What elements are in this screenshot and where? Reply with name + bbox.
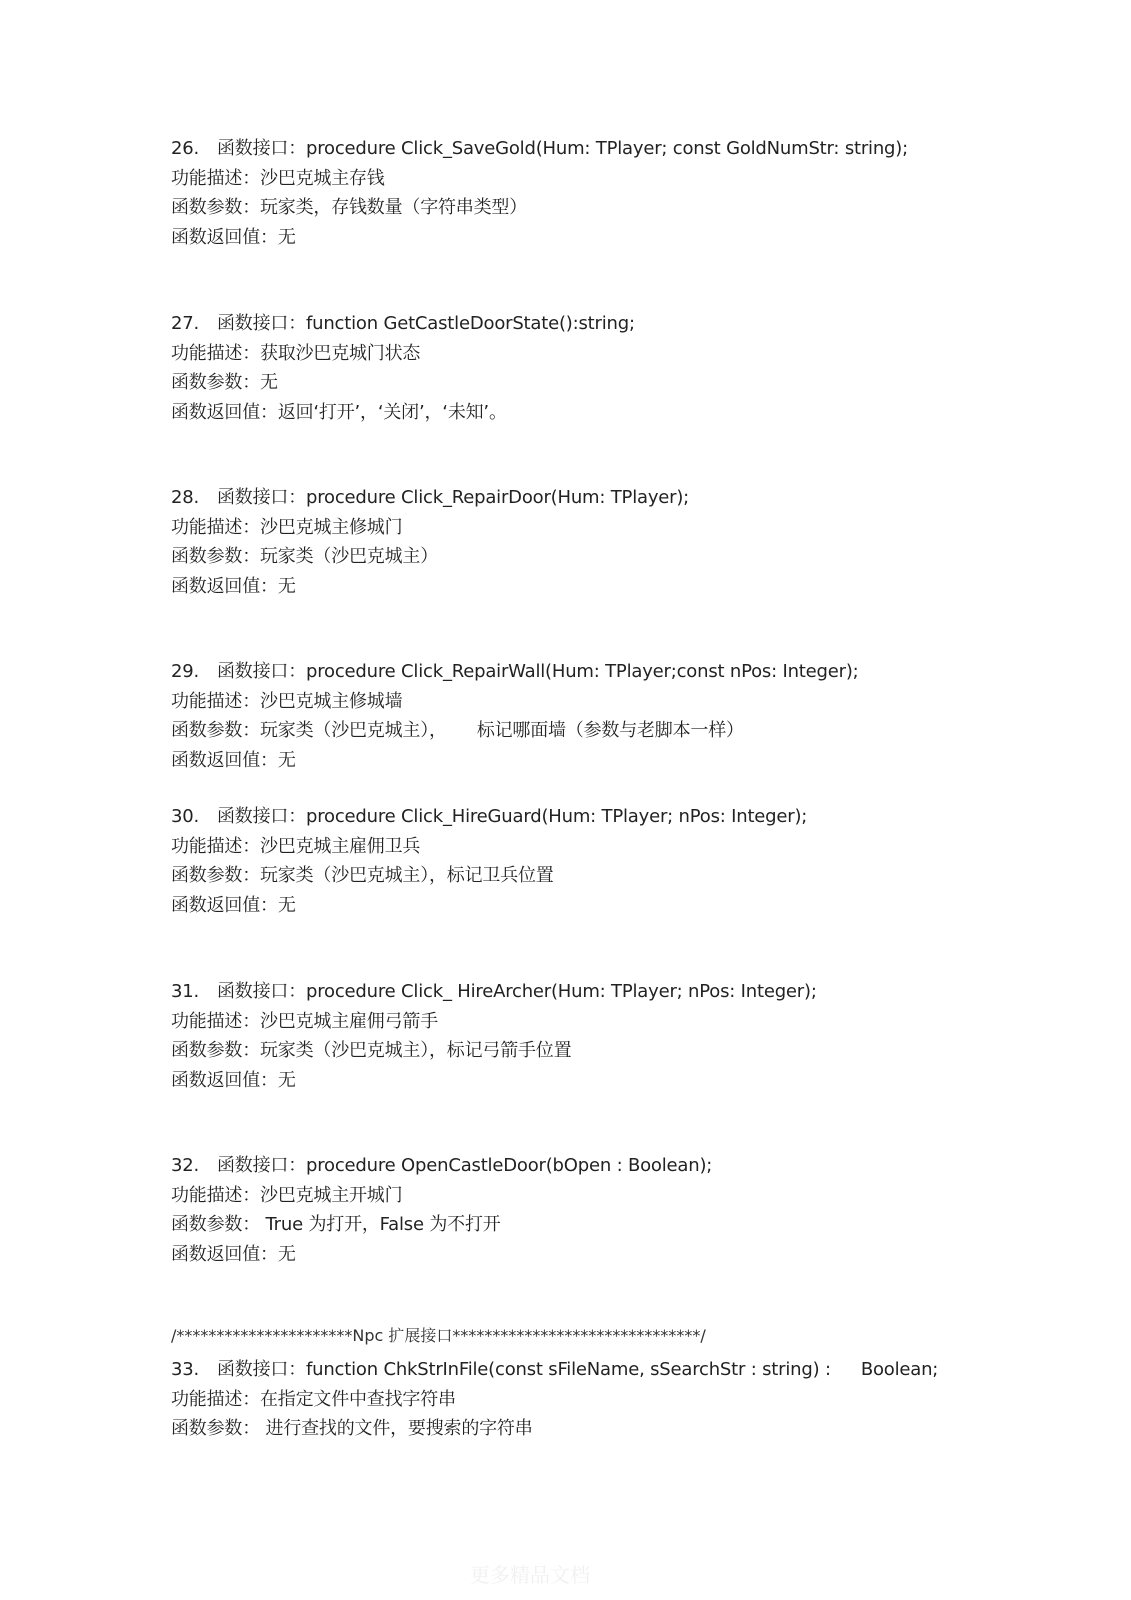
- return-line: [171, 1240, 1071, 1270]
- params-text: 进行查找的文件，要搜索的字符串: [260, 1418, 533, 1439]
- description-text: 沙巴克城主开城门: [260, 1184, 403, 1206]
- entry-number: 27.: [171, 313, 200, 334]
- entry-28: [171, 483, 1071, 601]
- description-label: 功能描述：: [171, 1388, 260, 1410]
- function-signature: procedure Click_RepairDoor(Hum: TPlayer);: [306, 487, 690, 508]
- interface-line: [171, 1151, 1071, 1181]
- interface-label: 函数接口：: [217, 1155, 306, 1176]
- description-line: [171, 1385, 1071, 1415]
- return-text: 无: [277, 226, 296, 248]
- interface-label: 函数接口：: [217, 313, 306, 334]
- return-line: [171, 891, 1071, 921]
- return-line: [171, 223, 1071, 253]
- return-label: 函数返回值：: [171, 1069, 278, 1091]
- params-label: 函数参数：: [171, 1040, 260, 1061]
- return-text: 返回‘打开’，‘关闭’，‘未知’。: [277, 401, 507, 423]
- function-signature: function ChkStrInFile(const sFileName, sSearchStr : string) :: [306, 1359, 831, 1380]
- entry-number: 28.: [171, 487, 200, 508]
- description-text: 沙巴克城主修城墙: [260, 690, 403, 712]
- params-text: 玩家类，存钱数量（字符串类型）: [260, 197, 527, 218]
- description-line: [171, 1181, 1071, 1211]
- description-label: 功能描述：: [171, 690, 260, 712]
- section-divider: /**********************Npc 扩展接口*******************************/: [171, 1326, 706, 1345]
- interface-line: [171, 309, 1071, 339]
- description-label: 功能描述：: [171, 835, 260, 857]
- interface-label: 函数接口：: [217, 487, 306, 508]
- description-text: 沙巴克城主雇佣弓箭手: [260, 1010, 438, 1032]
- params-label: 函数参数：: [171, 197, 260, 218]
- function-signature: procedure Click_RepairWall(Hum: TPlayer;const nPos: Integer);: [306, 661, 859, 682]
- description-line: [171, 513, 1071, 543]
- entry-number: 26.: [171, 138, 200, 159]
- return-label: 函数返回值：: [171, 749, 278, 771]
- description-label: 功能描述：: [171, 1010, 260, 1032]
- entry-number: 30.: [171, 806, 200, 827]
- params-text: 玩家类（沙巴克城主），标记卫兵位置: [260, 865, 554, 886]
- return-line: [171, 572, 1071, 602]
- params-line: [171, 1210, 1071, 1240]
- return-line: [171, 746, 1071, 776]
- return-text: 无: [277, 1243, 296, 1265]
- params-line: [171, 1036, 1071, 1066]
- interface-line: [171, 977, 1071, 1007]
- function-signature: procedure Click_SaveGold(Hum: TPlayer; const GoldNumStr: string);: [306, 138, 908, 159]
- function-signature: procedure OpenCastleDoor(bOpen : Boolean);: [306, 1155, 713, 1176]
- entry-27: [171, 309, 1071, 427]
- return-text: 无: [277, 575, 296, 597]
- interface-label: 函数接口：: [217, 138, 306, 159]
- return-text: 无: [277, 749, 296, 771]
- return-label: 函数返回值：: [171, 894, 278, 916]
- interface-label: 函数接口：: [217, 981, 306, 1002]
- return-text: 无: [277, 894, 296, 916]
- description-label: 功能描述：: [171, 1184, 260, 1206]
- description-line: [171, 1007, 1071, 1037]
- entry-number: 32.: [171, 1155, 200, 1176]
- function-signature-tail: Boolean;: [860, 1359, 939, 1380]
- interface-label: 函数接口：: [217, 1359, 306, 1380]
- params-label: 函数参数：: [171, 546, 260, 567]
- interface-line: [171, 1355, 1071, 1385]
- entry-26: [171, 134, 1071, 252]
- description-line: [171, 164, 1071, 194]
- entry-32: [171, 1151, 1071, 1269]
- params-label: 函数参数：: [171, 1214, 260, 1235]
- params-line: [171, 861, 1071, 891]
- entry-29: [171, 657, 1071, 775]
- entry-number: 33.: [171, 1359, 200, 1380]
- params-text: 玩家类（沙巴克城主），: [260, 720, 447, 741]
- entry-33: [171, 1355, 1071, 1444]
- entry-31: [171, 977, 1071, 1095]
- interface-line: [171, 483, 1071, 513]
- return-label: 函数返回值：: [171, 226, 278, 248]
- params-line: [171, 193, 1071, 223]
- params-text: 玩家类（沙巴克城主）: [260, 546, 438, 567]
- entry-number: 29.: [171, 661, 200, 682]
- interface-line: [171, 657, 1071, 687]
- return-label: 函数返回值：: [171, 575, 278, 597]
- params-label: 函数参数：: [171, 865, 260, 886]
- description-line: [171, 832, 1071, 862]
- params-text: True 为打开，False 为不打开: [260, 1214, 501, 1235]
- description-text: 沙巴克城主雇佣卫兵: [260, 835, 421, 857]
- description-line: [171, 339, 1071, 369]
- params-line: [171, 716, 1071, 746]
- params-text: 玩家类（沙巴克城主），标记弓箭手位置: [260, 1040, 572, 1061]
- params-label: 函数参数：: [171, 372, 260, 393]
- description-label: 功能描述：: [171, 167, 260, 189]
- entry-30: [171, 802, 1071, 920]
- return-text: 无: [277, 1069, 296, 1091]
- description-text: 在指定文件中查找字符串: [260, 1388, 456, 1410]
- return-line: [171, 1066, 1071, 1096]
- params-line: [171, 542, 1071, 572]
- params-extra-text: 标记哪面墙（参数与老脚本一样）: [476, 720, 744, 741]
- description-label: 功能描述：: [171, 516, 260, 538]
- function-signature: procedure Click_HireGuard(Hum: TPlayer; nPos: Integer);: [306, 806, 808, 827]
- params-line: [171, 368, 1071, 398]
- description-text: 获取沙巴克城门状态: [260, 342, 421, 364]
- params-text: 无: [260, 372, 278, 393]
- function-signature: function GetCastleDoorState():string;: [306, 313, 635, 334]
- description-text: 沙巴克城主修城门: [260, 516, 403, 538]
- interface-line: [171, 134, 1071, 164]
- return-line: [171, 398, 1071, 428]
- description-label: 功能描述：: [171, 342, 260, 364]
- description-text: 沙巴克城主存钱: [260, 167, 385, 189]
- function-signature: procedure Click_ HireArcher(Hum: TPlayer; nPos: Integer);: [306, 981, 817, 1002]
- return-label: 函数返回值：: [171, 401, 278, 423]
- interface-line: [171, 802, 1071, 832]
- footer-watermark: 更多精品文档: [470, 1563, 590, 1587]
- entry-number: 31.: [171, 981, 200, 1002]
- description-line: [171, 687, 1071, 717]
- return-label: 函数返回值：: [171, 1243, 278, 1265]
- interface-label: 函数接口：: [217, 806, 306, 827]
- params-label: 函数参数：: [171, 1418, 260, 1439]
- params-line: [171, 1414, 1071, 1444]
- params-label: 函数参数：: [171, 720, 260, 741]
- interface-label: 函数接口：: [217, 661, 306, 682]
